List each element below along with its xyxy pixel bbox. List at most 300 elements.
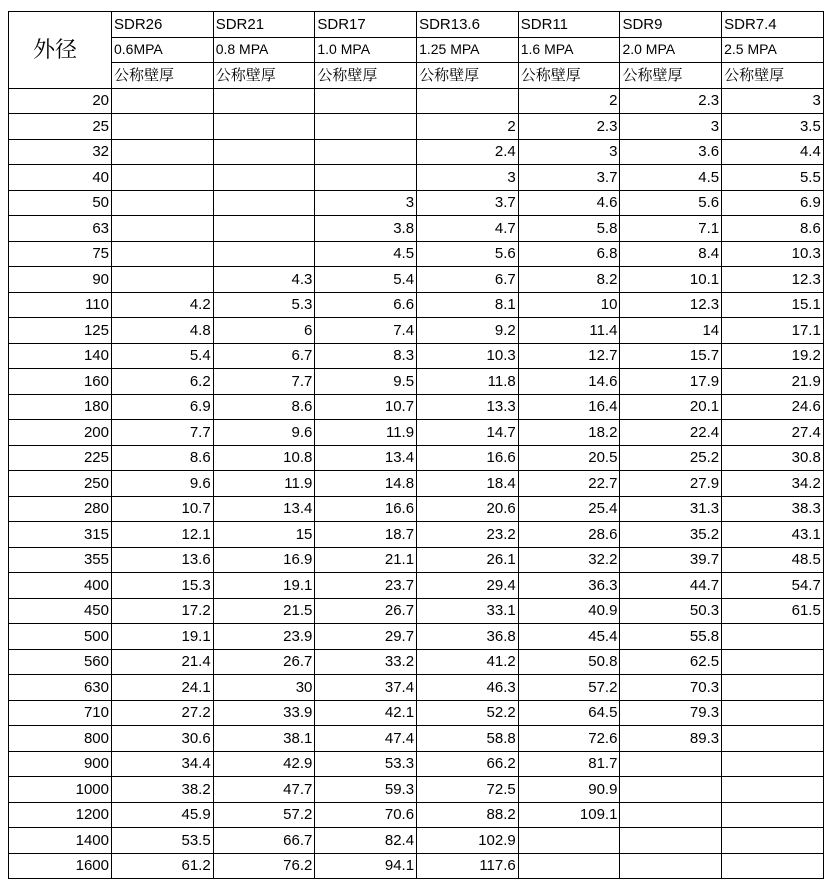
table-row [9,649,824,675]
wall-thickness-cell: 3 [417,165,519,191]
wall-thickness-cell: 21.5 [213,598,315,624]
wall-thickness-cell: 9.6 [112,471,214,497]
wall-thickness-cell [620,777,722,803]
wall-thickness-cell: 13.4 [213,496,315,522]
table-row [9,394,824,420]
wall-thickness-header: 公称壁厚 [315,63,417,89]
wall-thickness-cell: 81.7 [518,751,620,777]
outer-diameter-cell: 900 [9,751,112,777]
wall-thickness-cell: 20.5 [518,445,620,471]
wall-thickness-cell [315,139,417,165]
wall-thickness-cell: 17.1 [722,318,824,344]
wall-thickness-cell: 9.6 [213,420,315,446]
wall-thickness-cell: 82.4 [315,828,417,854]
outer-diameter-cell: 500 [9,624,112,650]
wall-thickness-cell: 18.2 [518,420,620,446]
wall-thickness-cell: 53.5 [112,828,214,854]
wall-thickness-cell: 94.1 [315,853,417,879]
wall-thickness-cell: 7.7 [213,369,315,395]
wall-thickness-cell: 33.9 [213,700,315,726]
table-row [9,726,824,752]
outer-diameter-cell: 710 [9,700,112,726]
wall-thickness-cell: 3 [315,190,417,216]
wall-thickness-cell: 42.9 [213,751,315,777]
wall-thickness-cell: 61.5 [722,598,824,624]
wall-thickness-cell: 6.9 [112,394,214,420]
wall-thickness-cell: 7.1 [620,216,722,242]
wall-thickness-cell [213,165,315,191]
outer-diameter-cell: 250 [9,471,112,497]
wall-thickness-cell: 55.8 [620,624,722,650]
table-row [9,318,824,344]
pressure-header: 2.5 MPA [722,37,824,63]
wall-thickness-cell: 5.8 [518,216,620,242]
wall-thickness-cell: 11.8 [417,369,519,395]
wall-thickness-cell: 40.9 [518,598,620,624]
wall-thickness-cell: 50.8 [518,649,620,675]
wall-thickness-cell: 6.6 [315,292,417,318]
wall-thickness-cell [620,751,722,777]
table-body [9,88,824,879]
wall-thickness-cell: 8.4 [620,241,722,267]
wall-thickness-cell: 4.6 [518,190,620,216]
wall-thickness-cell: 14.8 [315,471,417,497]
wall-thickness-cell: 24.1 [112,675,214,701]
outer-diameter-cell: 125 [9,318,112,344]
wall-thickness-cell: 46.3 [417,675,519,701]
wall-thickness-cell: 3.7 [417,190,519,216]
wall-thickness-cell: 36.8 [417,624,519,650]
wall-thickness-cell: 8.6 [112,445,214,471]
wall-thickness-cell: 23.9 [213,624,315,650]
wall-thickness-header: 公称壁厚 [417,63,519,89]
wall-thickness-cell: 19.1 [112,624,214,650]
wall-thickness-cell: 8.1 [417,292,519,318]
wall-thickness-cell: 15 [213,522,315,548]
wall-thickness-cell: 90.9 [518,777,620,803]
wall-thickness-cell: 89.3 [620,726,722,752]
wall-thickness-cell [112,267,214,293]
wall-thickness-cell: 38.2 [112,777,214,803]
wall-thickness-cell: 54.7 [722,573,824,599]
wall-thickness-cell: 8.3 [315,343,417,369]
outer-diameter-cell: 315 [9,522,112,548]
wall-thickness-cell: 27.2 [112,700,214,726]
wall-thickness-cell: 16.9 [213,547,315,573]
outer-diameter-cell: 32 [9,139,112,165]
wall-thickness-cell: 5.5 [722,165,824,191]
outer-diameter-cell: 75 [9,241,112,267]
header-row-sdr [9,12,824,38]
table-row [9,751,824,777]
outer-diameter-cell: 1000 [9,777,112,803]
wall-thickness-cell: 79.3 [620,700,722,726]
wall-thickness-cell: 12.7 [518,343,620,369]
pressure-header: 1.6 MPA [518,37,620,63]
wall-thickness-cell: 20.1 [620,394,722,420]
table-row [9,88,824,114]
pressure-header: 0.8 MPA [213,37,315,63]
outer-diameter-cell: 90 [9,267,112,293]
wall-thickness-cell: 6.2 [112,369,214,395]
wall-thickness-cell: 9.2 [417,318,519,344]
wall-thickness-cell: 59.3 [315,777,417,803]
wall-thickness-cell [213,88,315,114]
wall-thickness-cell [620,853,722,879]
wall-thickness-cell: 48.5 [722,547,824,573]
wall-thickness-cell: 17.2 [112,598,214,624]
wall-thickness-cell [722,675,824,701]
wall-thickness-cell: 117.6 [417,853,519,879]
wall-thickness-cell: 2.3 [518,114,620,140]
wall-thickness-cell: 14 [620,318,722,344]
wall-thickness-cell: 29.4 [417,573,519,599]
wall-thickness-cell: 45.4 [518,624,620,650]
wall-thickness-cell: 8.6 [213,394,315,420]
wall-thickness-cell [315,114,417,140]
wall-thickness-cell: 37.4 [315,675,417,701]
wall-thickness-cell: 22.4 [620,420,722,446]
wall-thickness-cell: 13.6 [112,547,214,573]
wall-thickness-cell [518,853,620,879]
wall-thickness-cell: 25.4 [518,496,620,522]
wall-thickness-cell: 4.7 [417,216,519,242]
wall-thickness-cell: 26.7 [315,598,417,624]
wall-thickness-cell [112,88,214,114]
wall-thickness-cell: 3 [722,88,824,114]
wall-thickness-cell: 23.7 [315,573,417,599]
wall-thickness-cell [213,139,315,165]
table-row [9,547,824,573]
wall-thickness-cell: 70.3 [620,675,722,701]
wall-thickness-cell: 50.3 [620,598,722,624]
wall-thickness-cell: 76.2 [213,853,315,879]
wall-thickness-cell: 3.8 [315,216,417,242]
outer-diameter-cell: 1400 [9,828,112,854]
wall-thickness-cell: 42.1 [315,700,417,726]
wall-thickness-cell [213,114,315,140]
wall-thickness-cell: 13.4 [315,445,417,471]
sdr-header: SDR17 [315,12,417,38]
wall-thickness-cell [213,190,315,216]
wall-thickness-cell: 36.3 [518,573,620,599]
wall-thickness-cell: 32.2 [518,547,620,573]
wall-thickness-cell: 47.4 [315,726,417,752]
wall-thickness-cell: 3 [620,114,722,140]
wall-thickness-cell: 21.4 [112,649,214,675]
outer-diameter-cell: 400 [9,573,112,599]
wall-thickness-cell: 66.7 [213,828,315,854]
wall-thickness-cell: 102.9 [417,828,519,854]
wall-thickness-cell: 64.5 [518,700,620,726]
wall-thickness-cell: 6.7 [417,267,519,293]
wall-thickness-cell: 10 [518,292,620,318]
table-row [9,369,824,395]
wall-thickness-cell [112,165,214,191]
outer-diameter-cell: 200 [9,420,112,446]
wall-thickness-cell [722,751,824,777]
outer-diameter-cell: 800 [9,726,112,752]
wall-thickness-cell [213,216,315,242]
wall-thickness-cell: 12.1 [112,522,214,548]
wall-thickness-cell [722,802,824,828]
wall-thickness-cell: 13.3 [417,394,519,420]
wall-thickness-cell: 6.8 [518,241,620,267]
pressure-header: 2.0 MPA [620,37,722,63]
wall-thickness-cell: 88.2 [417,802,519,828]
wall-thickness-cell: 66.2 [417,751,519,777]
wall-thickness-cell: 25.2 [620,445,722,471]
table-row [9,777,824,803]
wall-thickness-cell: 5.3 [213,292,315,318]
wall-thickness-cell: 30 [213,675,315,701]
table-row [9,828,824,854]
wall-thickness-cell: 47.7 [213,777,315,803]
pressure-header: 1.25 MPA [417,37,519,63]
wall-thickness-cell: 6.9 [722,190,824,216]
wall-thickness-cell: 2.3 [620,88,722,114]
wall-thickness-cell: 58.8 [417,726,519,752]
wall-thickness-cell: 16.6 [315,496,417,522]
outer-diameter-cell: 225 [9,445,112,471]
table-row [9,292,824,318]
wall-thickness-cell: 15.7 [620,343,722,369]
wall-thickness-cell: 35.2 [620,522,722,548]
wall-thickness-cell: 4.8 [112,318,214,344]
header-row-label [9,63,824,89]
wall-thickness-cell: 10.7 [315,394,417,420]
pressure-header: 1.0 MPA [315,37,417,63]
wall-thickness-cell: 12.3 [722,267,824,293]
wall-thickness-cell: 30.8 [722,445,824,471]
outer-diameter-cell: 630 [9,675,112,701]
table-row [9,190,824,216]
wall-thickness-cell: 72.6 [518,726,620,752]
wall-thickness-cell: 10.1 [620,267,722,293]
outer-diameter-cell: 180 [9,394,112,420]
wall-thickness-cell: 11.9 [213,471,315,497]
wall-thickness-cell: 26.1 [417,547,519,573]
wall-thickness-cell: 33.1 [417,598,519,624]
wall-thickness-cell: 33.2 [315,649,417,675]
wall-thickness-cell: 7.4 [315,318,417,344]
table-row [9,343,824,369]
wall-thickness-cell: 16.6 [417,445,519,471]
wall-thickness-cell: 10.7 [112,496,214,522]
table-row [9,241,824,267]
wall-thickness-cell: 38.3 [722,496,824,522]
wall-thickness-cell: 70.6 [315,802,417,828]
wall-thickness-cell: 3.7 [518,165,620,191]
wall-thickness-cell: 5.4 [315,267,417,293]
wall-thickness-cell [315,88,417,114]
wall-thickness-header: 公称壁厚 [213,63,315,89]
outer-diameter-header: 外径 [9,12,112,89]
wall-thickness-cell: 57.2 [213,802,315,828]
wall-thickness-cell: 30.6 [112,726,214,752]
table-row [9,139,824,165]
wall-thickness-header: 公称壁厚 [112,63,214,89]
wall-thickness-cell [112,216,214,242]
wall-thickness-cell: 2 [417,114,519,140]
table-row [9,700,824,726]
table-row [9,598,824,624]
wall-thickness-cell: 18.4 [417,471,519,497]
wall-thickness-cell: 44.7 [620,573,722,599]
table-row [9,624,824,650]
outer-diameter-cell: 450 [9,598,112,624]
wall-thickness-header: 公称壁厚 [620,63,722,89]
wall-thickness-cell: 5.4 [112,343,214,369]
table-row [9,496,824,522]
wall-thickness-cell: 109.1 [518,802,620,828]
wall-thickness-cell [722,624,824,650]
wall-thickness-cell: 19.1 [213,573,315,599]
wall-thickness-cell: 20.6 [417,496,519,522]
wall-thickness-cell: 5.6 [620,190,722,216]
wall-thickness-cell: 18.7 [315,522,417,548]
wall-thickness-cell [112,139,214,165]
outer-diameter-cell: 63 [9,216,112,242]
wall-thickness-cell [722,649,824,675]
table-row [9,267,824,293]
wall-thickness-cell: 10.3 [417,343,519,369]
wall-thickness-cell: 22.7 [518,471,620,497]
outer-diameter-cell: 140 [9,343,112,369]
wall-thickness-cell: 14.6 [518,369,620,395]
wall-thickness-cell: 4.4 [722,139,824,165]
table-row [9,114,824,140]
wall-thickness-cell: 61.2 [112,853,214,879]
wall-thickness-cell: 12.3 [620,292,722,318]
wall-thickness-cell: 21.9 [722,369,824,395]
wall-thickness-cell: 15.3 [112,573,214,599]
wall-thickness-cell: 11.4 [518,318,620,344]
sdr-header: SDR11 [518,12,620,38]
wall-thickness-cell: 2.4 [417,139,519,165]
table-row [9,420,824,446]
outer-diameter-cell: 40 [9,165,112,191]
wall-thickness-cell [722,700,824,726]
outer-diameter-cell: 20 [9,88,112,114]
table-row [9,445,824,471]
wall-thickness-cell: 8.2 [518,267,620,293]
table-row [9,802,824,828]
wall-thickness-cell [722,853,824,879]
outer-diameter-cell: 355 [9,547,112,573]
wall-thickness-cell: 4.2 [112,292,214,318]
wall-thickness-cell: 52.2 [417,700,519,726]
wall-thickness-cell: 14.7 [417,420,519,446]
wall-thickness-cell: 24.6 [722,394,824,420]
wall-thickness-cell: 21.1 [315,547,417,573]
sdr-header: SDR26 [112,12,214,38]
wall-thickness-cell: 8.6 [722,216,824,242]
wall-thickness-cell: 34.2 [722,471,824,497]
wall-thickness-cell: 27.4 [722,420,824,446]
outer-diameter-cell: 1600 [9,853,112,879]
wall-thickness-cell: 10.8 [213,445,315,471]
wall-thickness-cell: 29.7 [315,624,417,650]
table-row [9,675,824,701]
wall-thickness-cell: 4.3 [213,267,315,293]
wall-thickness-cell [722,828,824,854]
wall-thickness-cell: 19.2 [722,343,824,369]
wall-thickness-cell [722,777,824,803]
wall-thickness-cell [112,114,214,140]
wall-thickness-cell: 6 [213,318,315,344]
wall-thickness-cell: 72.5 [417,777,519,803]
outer-diameter-cell: 110 [9,292,112,318]
wall-thickness-cell: 26.7 [213,649,315,675]
wall-thickness-cell: 27.9 [620,471,722,497]
wall-thickness-cell: 4.5 [620,165,722,191]
wall-thickness-cell [112,190,214,216]
pipe-wall-thickness-table [8,11,824,879]
sdr-header: SDR7.4 [722,12,824,38]
sdr-header: SDR9 [620,12,722,38]
wall-thickness-cell: 3.6 [620,139,722,165]
table-row [9,573,824,599]
wall-thickness-cell [620,828,722,854]
wall-thickness-cell [518,828,620,854]
wall-thickness-cell: 10.3 [722,241,824,267]
outer-diameter-cell: 160 [9,369,112,395]
wall-thickness-cell: 39.7 [620,547,722,573]
wall-thickness-cell: 38.1 [213,726,315,752]
wall-thickness-cell: 28.6 [518,522,620,548]
table-row [9,216,824,242]
outer-diameter-cell: 280 [9,496,112,522]
wall-thickness-cell: 3.5 [722,114,824,140]
wall-thickness-cell: 7.7 [112,420,214,446]
wall-thickness-cell: 16.4 [518,394,620,420]
wall-thickness-cell: 15.1 [722,292,824,318]
wall-thickness-cell: 57.2 [518,675,620,701]
outer-diameter-cell: 50 [9,190,112,216]
wall-thickness-cell: 11.9 [315,420,417,446]
table-row [9,471,824,497]
wall-thickness-cell: 34.4 [112,751,214,777]
wall-thickness-cell: 2 [518,88,620,114]
header-row-pressure [9,37,824,63]
wall-thickness-cell: 45.9 [112,802,214,828]
wall-thickness-cell: 9.5 [315,369,417,395]
wall-thickness-cell [315,165,417,191]
wall-thickness-cell: 53.3 [315,751,417,777]
wall-thickness-cell: 17.9 [620,369,722,395]
outer-diameter-cell: 1200 [9,802,112,828]
outer-diameter-cell: 560 [9,649,112,675]
wall-thickness-cell [213,241,315,267]
wall-thickness-header: 公称壁厚 [722,63,824,89]
wall-thickness-cell: 43.1 [722,522,824,548]
wall-thickness-cell: 5.6 [417,241,519,267]
wall-thickness-cell: 6.7 [213,343,315,369]
sdr-header: SDR21 [213,12,315,38]
table-row [9,522,824,548]
wall-thickness-cell: 62.5 [620,649,722,675]
sdr-header: SDR13.6 [417,12,519,38]
wall-thickness-cell [112,241,214,267]
outer-diameter-cell: 25 [9,114,112,140]
wall-thickness-cell: 3 [518,139,620,165]
wall-thickness-cell: 31.3 [620,496,722,522]
wall-thickness-cell: 41.2 [417,649,519,675]
wall-thickness-cell: 23.2 [417,522,519,548]
pressure-header: 0.6MPA [112,37,214,63]
table-row [9,853,824,879]
